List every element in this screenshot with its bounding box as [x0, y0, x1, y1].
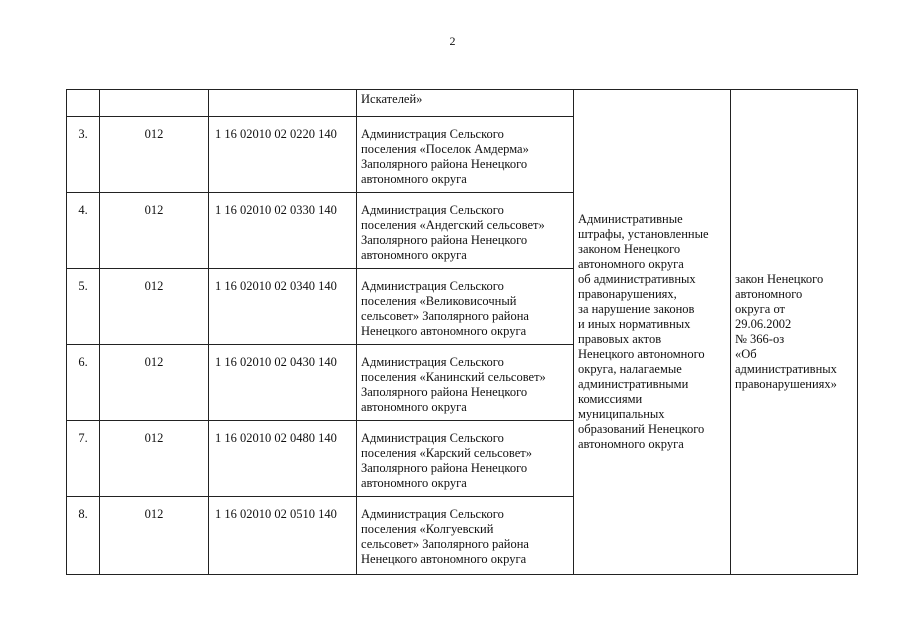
page-number: 2 [449, 34, 456, 48]
income-type-line: комиссиями [578, 392, 643, 406]
income-type-line: Административные [578, 212, 683, 226]
kbk-code-cell: 1 16 02010 02 0510 140 [209, 497, 357, 575]
administrator-cell [357, 497, 574, 575]
administrator-cell [357, 117, 574, 193]
administrator-line: сельсовет» Заполярного района [361, 309, 529, 323]
administrator-line: поселения «Андегский сельсовет» [361, 218, 545, 232]
kbk-admin-cell: 012 [100, 497, 209, 575]
administrator-line: поселения «Великовисочный [361, 294, 517, 308]
legal-basis-line: «Об [735, 347, 757, 361]
income-type-line: образований Ненецкого [578, 422, 705, 436]
kbk-admin-cell: 012 [100, 269, 209, 345]
row-number-cell: 3. [67, 117, 100, 193]
administrator-cell [357, 193, 574, 269]
income-type-line: об административных [578, 272, 696, 286]
kbk-admin-cell [100, 90, 209, 117]
row-number-cell: 8. [67, 497, 100, 575]
administrator-line: автономного округа [361, 248, 467, 262]
legal-basis-line: округа от [735, 302, 786, 316]
legal-basis-line: закон Ненецкого [735, 272, 824, 286]
administrator-line: сельсовет» Заполярного района [361, 537, 529, 551]
income-type-line: автономного округа [578, 257, 684, 271]
income-type-cell [574, 90, 731, 575]
row-number-cell: 7. [67, 421, 100, 497]
administrator-cell [357, 269, 574, 345]
administrator-line: Заполярного района Ненецкого [361, 157, 528, 171]
income-type-line: административными [578, 377, 689, 391]
legal-basis-line: 29.06.2002 [735, 317, 792, 331]
legal-basis-cell [731, 90, 858, 575]
income-type-line: законом Ненецкого [578, 242, 681, 256]
administrator-line: Заполярного района Ненецкого [361, 385, 528, 399]
administrator-line: автономного округа [361, 172, 467, 186]
row-number-cell [67, 90, 100, 117]
administrator-line: Администрация Сельского [361, 507, 504, 521]
administrator-cell [357, 421, 574, 497]
administrator-line: Администрация Сельского [361, 431, 504, 445]
administrator-line: Ненецкого автономного округа [361, 324, 527, 338]
legal-basis-line: автономного [735, 287, 803, 301]
income-type-line: округа, налагаемые [578, 362, 682, 376]
income-type-line: Ненецкого автономного [578, 347, 705, 361]
income-sources-table [66, 89, 858, 575]
kbk-code-cell: 1 16 02010 02 0480 140 [209, 421, 357, 497]
income-type-line: правонарушениях, [578, 287, 677, 301]
kbk-code-cell: 1 16 02010 02 0340 140 [209, 269, 357, 345]
administrator-line: поселения «Канинский сельсовет» [361, 370, 546, 384]
administrator-line: Заполярного района Ненецкого [361, 233, 528, 247]
kbk-admin-cell: 012 [100, 345, 209, 421]
income-type-line: автономного округа [578, 437, 684, 451]
legal-basis-line: правонарушениях» [735, 377, 837, 391]
kbk-admin-cell: 012 [100, 421, 209, 497]
administrator-line: Искателей» [361, 92, 423, 106]
administrator-line: Администрация Сельского [361, 127, 504, 141]
kbk-code-cell [209, 90, 357, 117]
row-number-cell: 4. [67, 193, 100, 269]
administrator-line: поселения «Колгуевский [361, 522, 494, 536]
income-type-line: правовых актов [578, 332, 662, 346]
kbk-admin-cell: 012 [100, 193, 209, 269]
row-number-cell: 5. [67, 269, 100, 345]
administrator-line: поселения «Карский сельсовет» [361, 446, 532, 460]
kbk-admin-cell: 012 [100, 117, 209, 193]
kbk-code-cell: 1 16 02010 02 0430 140 [209, 345, 357, 421]
administrator-line: Администрация Сельского [361, 279, 504, 293]
administrator-line: Администрация Сельского [361, 355, 504, 369]
administrator-cell [357, 345, 574, 421]
kbk-code-cell: 1 16 02010 02 0330 140 [209, 193, 357, 269]
income-type-line: и иных нормативных [578, 317, 691, 331]
income-type-line: муниципальных [578, 407, 665, 421]
income-type-line: за нарушение законов [578, 302, 695, 316]
administrator-line: Администрация Сельского [361, 203, 504, 217]
administrator-line: поселения «Поселок Амдерма» [361, 142, 529, 156]
row-number-cell: 6. [67, 345, 100, 421]
administrator-line: автономного округа [361, 476, 467, 490]
legal-basis-line: № 366-оз [735, 332, 785, 346]
administrator-line: автономного округа [361, 400, 467, 414]
table-row-continuation [67, 90, 858, 117]
administrator-line: Ненецкого автономного округа [361, 552, 527, 566]
kbk-code-cell: 1 16 02010 02 0220 140 [209, 117, 357, 193]
income-type-line: штрафы, установленные [578, 227, 709, 241]
administrator-line: Заполярного района Ненецкого [361, 461, 528, 475]
legal-basis-line: административных [735, 362, 837, 376]
administrator-cell [357, 90, 574, 117]
